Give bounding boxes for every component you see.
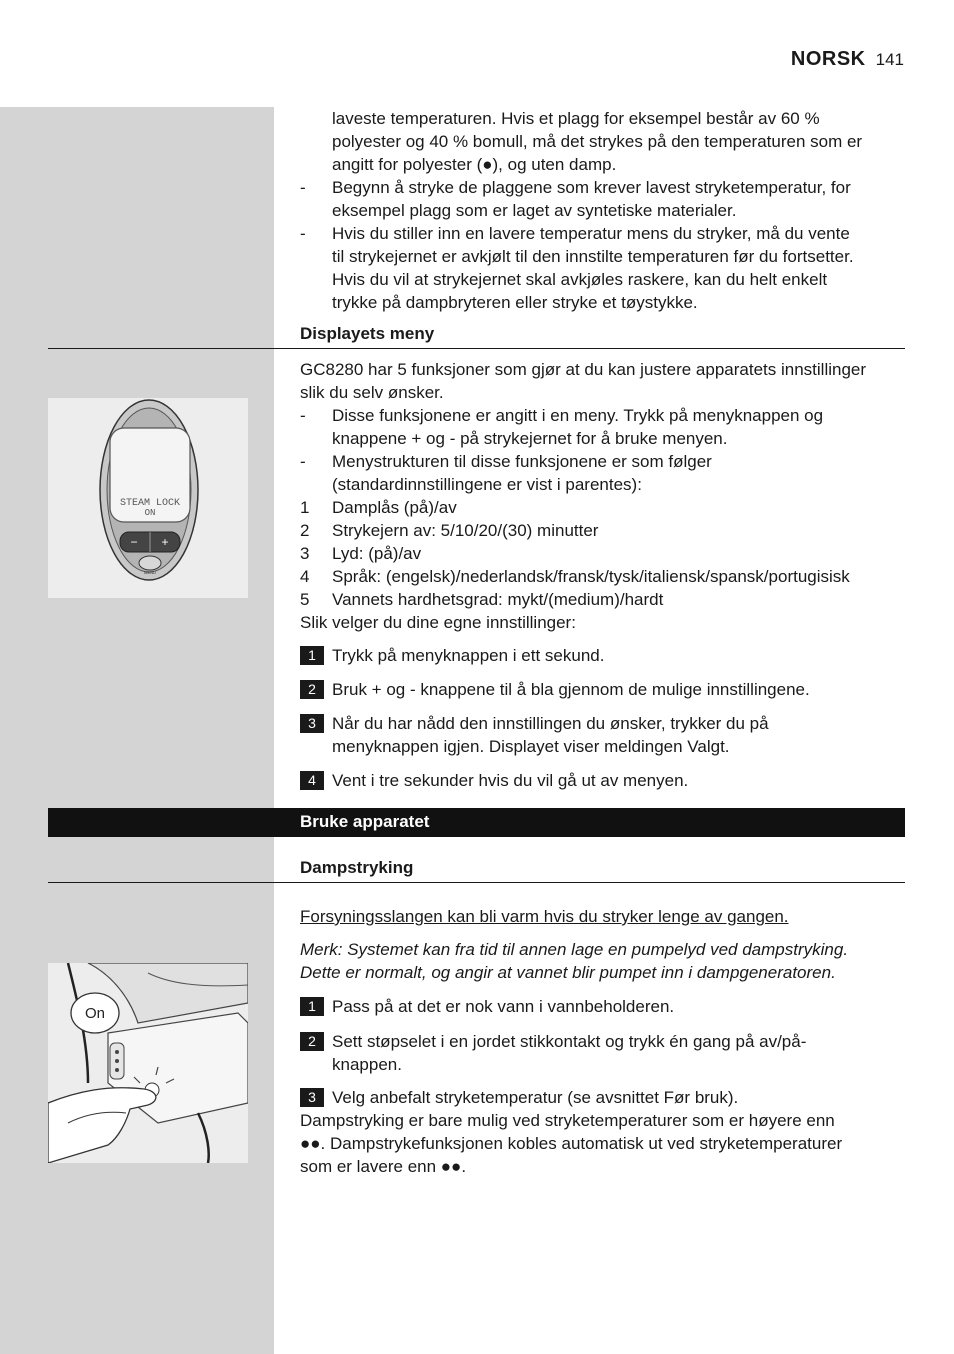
intro-line: polyester og 40 % bomull, må det strykes på den temperaturen som er [332, 132, 863, 151]
section-banner: Bruke apparatet [48, 808, 905, 837]
step-item: 3 Velg anbefalt stryketemperatur (se avsnittet Før bruk). [300, 1086, 905, 1109]
note-line: Merk: Systemet kan fra tid til annen lage en pumpelyd ved dampstryking. [300, 940, 849, 959]
step-item: 3 Når du har nådd den innstillingen du ønsker, trykker du på menyknappen igjen. Displayet viser meldingen Valgt. [300, 712, 905, 758]
step-item: 2 Sett støpselet i en jordet stikkontakt og trykk én gang på av/på- knappen. [300, 1030, 905, 1076]
page-header [791, 48, 904, 71]
power-button-illustration [48, 963, 248, 1163]
menu-item: 1 Damplås (på)/av [300, 498, 457, 517]
paragraph-line: Dampstryking er bare mulig ved stryketemperaturer som er høyere enn [300, 1111, 835, 1130]
note-line: Dette er normalt, og angir at vannet blir pumpet inn i dampgeneratoren. [300, 963, 836, 982]
menu-button-label: MENU [144, 570, 156, 575]
paragraph-line: slik du selv ønsker. [300, 383, 444, 402]
list-item: - Begynn å stryke de plaggene som krever lavest stryketemperatur, for eksempel plagg som er laget av syntetiske materialer. [300, 178, 851, 220]
menu-item: 3 Lyd: (på)/av [300, 544, 422, 563]
divider [48, 348, 905, 349]
paragraph-line: som er lavere enn ●●. [300, 1157, 467, 1176]
plus-button-label: + [161, 535, 169, 549]
display-text-line1: STEAM LOCK [119, 498, 181, 509]
page-number: 141 [875, 50, 904, 69]
paragraph-line: ●●. Dampstrykefunksjonen kobles automatisk ut ved stryketemperaturer [300, 1134, 843, 1153]
language-label: NORSK [790, 48, 866, 70]
menu-item: 5 Vannets hardhetsgrad: mykt/(medium)/hardt [300, 590, 664, 609]
step-item: 2 Bruk + og - knappene til å bla gjennom de mulige innstillingene. [300, 678, 905, 701]
intro-line: angitt for polyester (●), og uten damp. [332, 155, 617, 174]
on-callout-label: On [84, 1005, 106, 1022]
list-item: - Menystrukturen til disse funksjonene er som følger (standardinnstillingene er vist i parentes): [300, 452, 712, 494]
section-heading: Displayets meny [300, 324, 435, 343]
list-item: - Hvis du stiller inn en lavere temperatur mens du stryker, må du vente til strykejernet er avkjølt til den innstilte temperaturen før du fortsetter. Hvis du vil at strykejernet skal avkjøles raskere, kan du helt enkelt trykke på dampbryteren eller stryke et tøystykke. [300, 224, 854, 312]
paragraph-line: GC8280 har 5 funksjoner som gjør at du kan justere apparatets innstillinger [300, 360, 867, 379]
display-panel-illustration [48, 398, 248, 598]
page-sidebar [0, 107, 274, 1354]
step-item: 1 Trykk på menyknappen i ett sekund. [300, 644, 905, 667]
display-text-line2: ON [144, 508, 156, 518]
step-item: 1 Pass på at det er nok vann i vannbeholderen. [300, 995, 905, 1018]
menu-item: 4 Språk: (engelsk)/nederlandsk/fransk/tysk/italiensk/spansk/portugisisk [300, 567, 850, 586]
minus-button-label: − [130, 535, 138, 549]
menu-item: 2 Strykejern av: 5/10/20/(30) minutter [300, 521, 599, 540]
step-item: 4 Vent i tre sekunder hvis du vil gå ut av menyen. [300, 769, 905, 792]
warning-text: Forsyningsslangen kan bli varm hvis du stryker lenge av gangen. [300, 907, 789, 926]
list-item: - Disse funksjonene er angitt i en meny. Trykk på menyknappen og knappene + og - på strykejernet for å bruke menyen. [300, 406, 824, 448]
divider [48, 882, 905, 883]
intro-line: laveste temperaturen. Hvis et plagg for eksempel består av 60 % [332, 109, 820, 128]
paragraph-line: Slik velger du dine egne innstillinger: [300, 613, 576, 632]
section-heading: Dampstryking [300, 858, 414, 877]
